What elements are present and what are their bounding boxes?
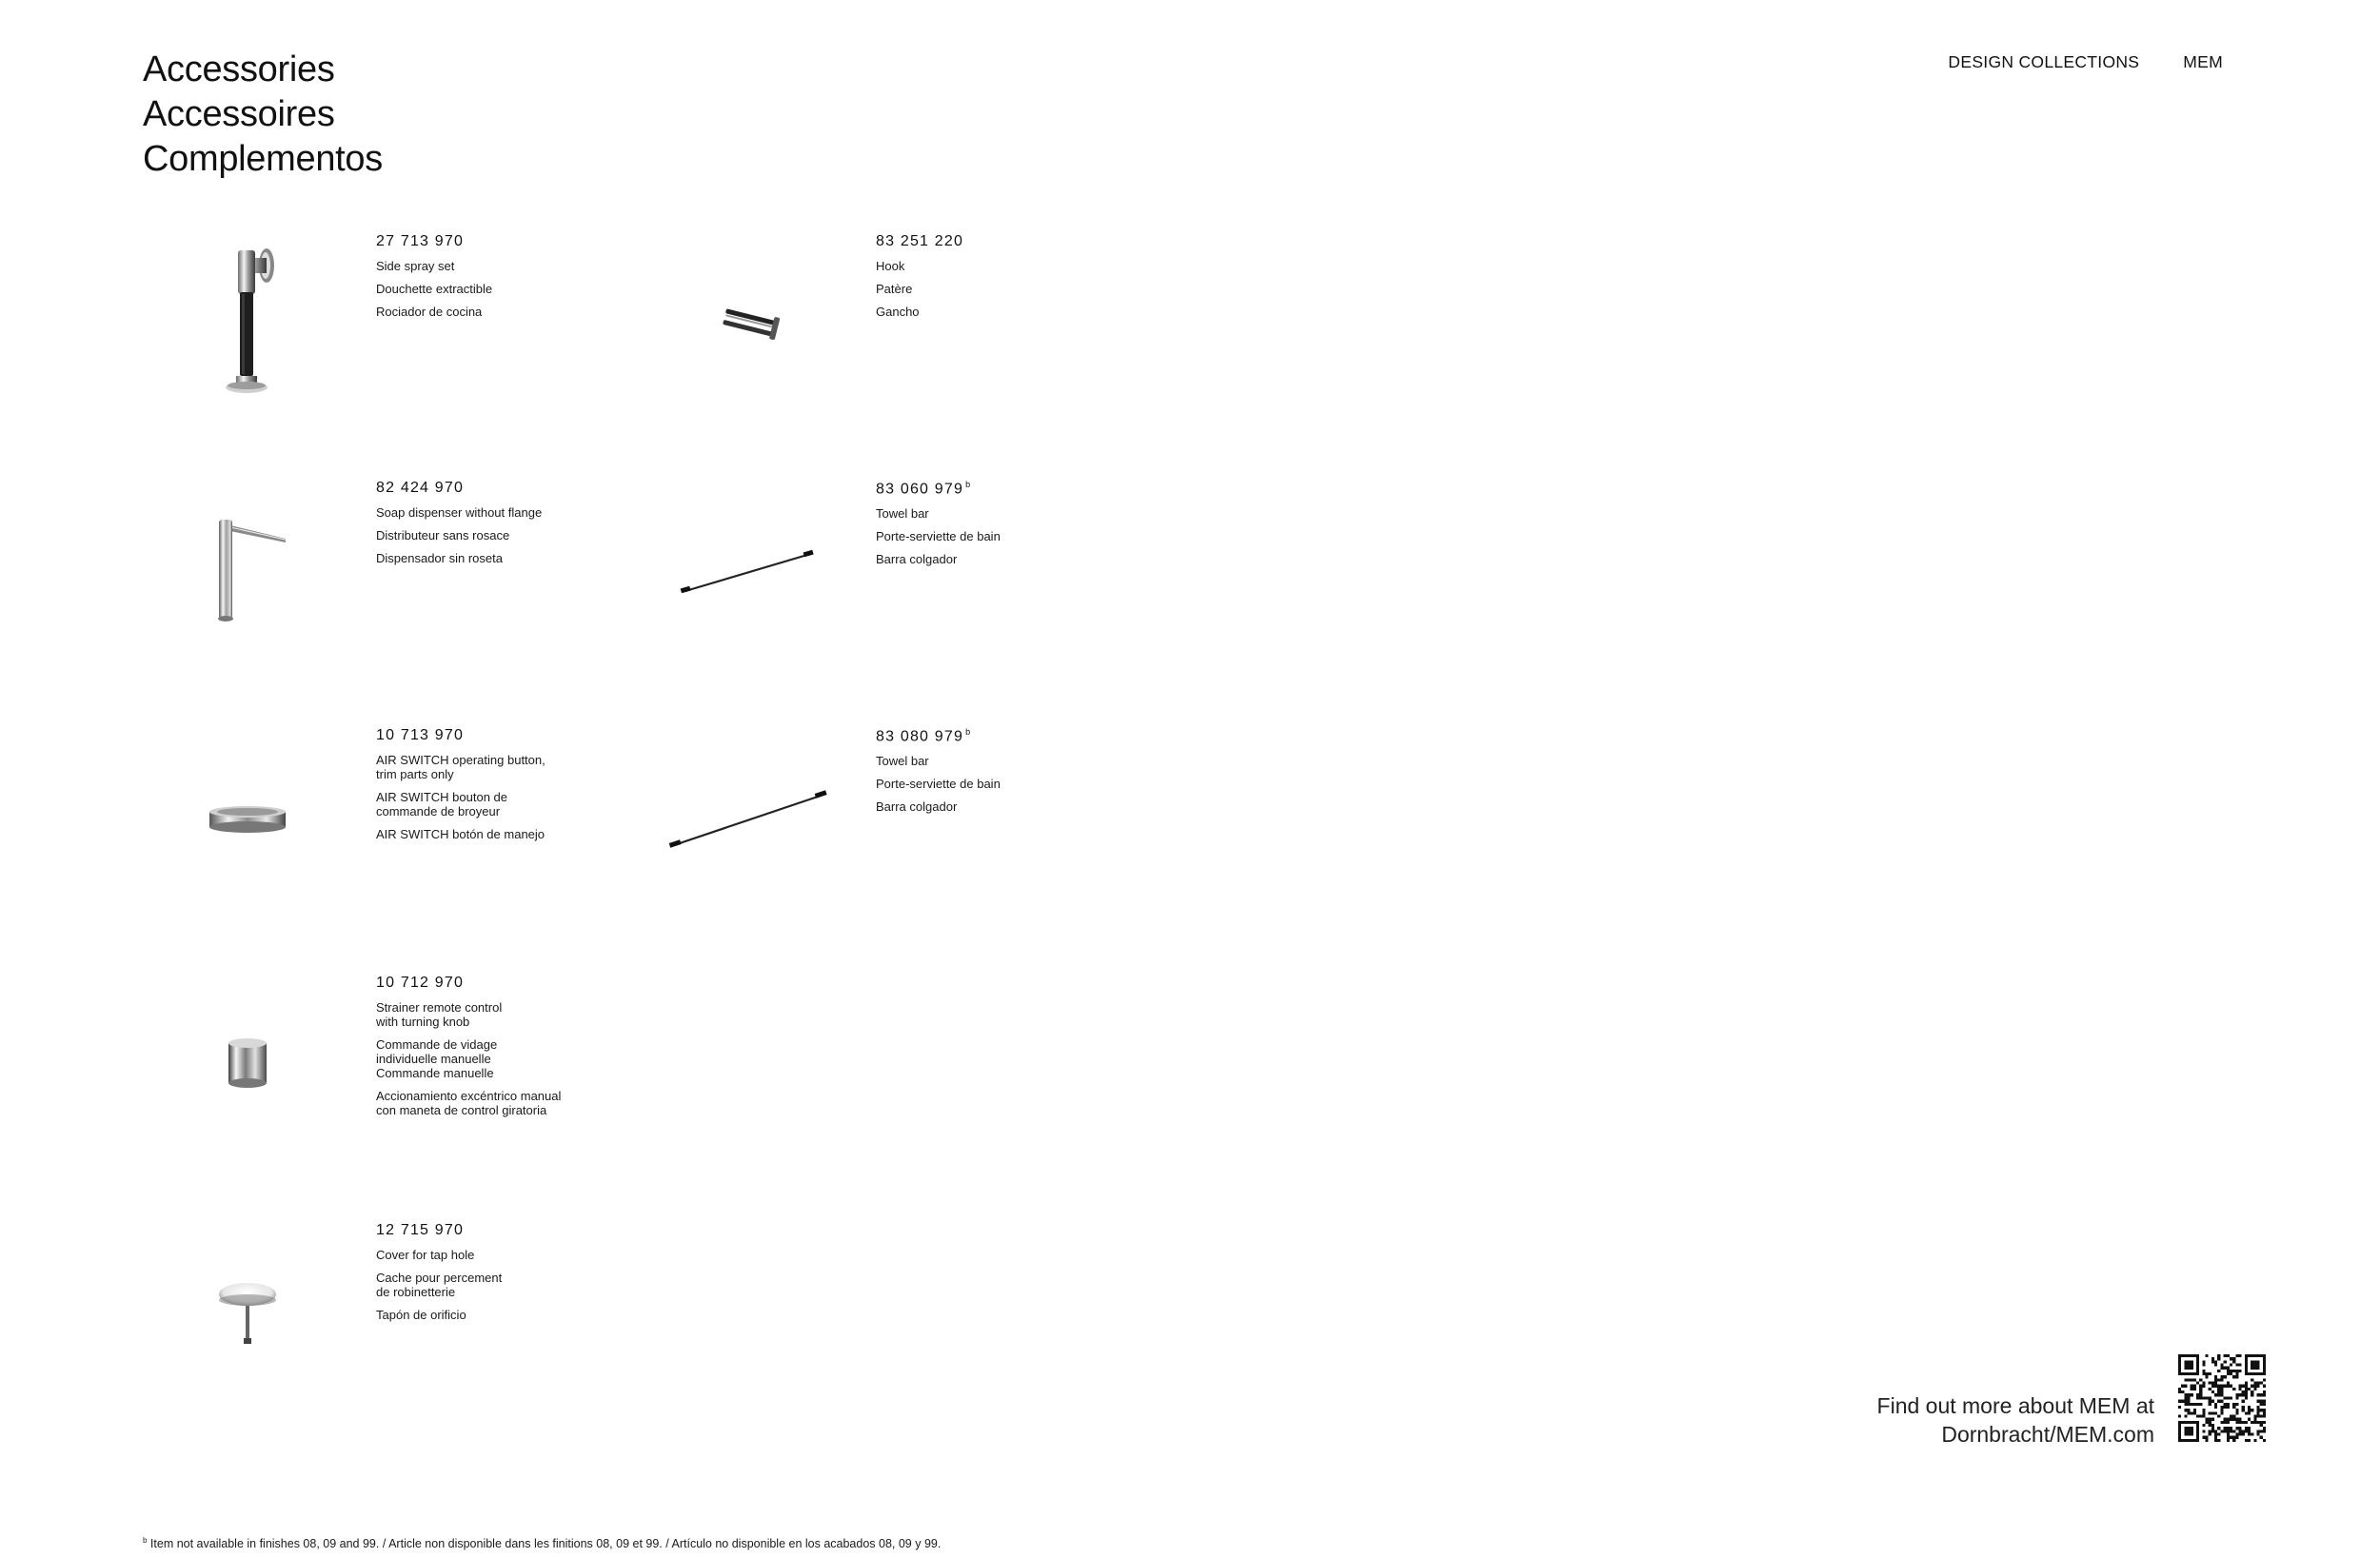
description-english: Towel bar (876, 506, 929, 522)
footnote (143, 1536, 941, 1550)
description-spanish: Barra colgador (876, 552, 958, 567)
description-french: Douchette extractible (376, 282, 493, 296)
page-title (143, 48, 383, 182)
find-more-line-1: Find out more about MEM at (1876, 1393, 2154, 1418)
hook-icon (666, 233, 828, 414)
description-spanish: Dispensador sin roseta (376, 551, 503, 565)
nav-design-collections[interactable]: DESIGN COLLECTIONS (1948, 52, 2140, 71)
description-french: Cache pour percement de robinetterie (376, 1271, 503, 1299)
air-switch-button-icon (167, 727, 328, 908)
description-english: Soap dispenser without flange (376, 505, 543, 520)
soap-dispenser-icon (167, 480, 328, 661)
description-french: Porte-serviette de bain (876, 529, 1001, 544)
description-english: Towel bar (876, 754, 929, 769)
footnote-mark: b (965, 480, 971, 489)
description-spanish: Gancho (876, 305, 920, 319)
product-info (376, 1222, 624, 1331)
product-info (876, 727, 1123, 822)
title-french: Accessoires (143, 94, 335, 134)
product-info (876, 480, 1123, 575)
description-french: Commande de vidage individuelle manuelle Commande manuelle (376, 1037, 498, 1080)
description-spanish: Rociador de cocina (376, 305, 483, 319)
product-code: 83 060 979 $^b$ (876, 480, 971, 498)
description-spanish: Tapón de orificio (376, 1308, 466, 1322)
description-english: Strainer remote control with turning knob (376, 1000, 503, 1029)
nav-mem[interactable]: MEM (2183, 52, 2223, 71)
title-spanish: Complementos (143, 139, 383, 179)
footnote-mark: b (965, 727, 971, 737)
product-info (376, 727, 624, 850)
description-french: Porte-serviette de bain (876, 777, 1001, 792)
title-english: Accessories (143, 49, 335, 89)
product-code: 12 715 970 (376, 1222, 465, 1238)
description-french: Distributeur sans rosace (376, 528, 510, 542)
product-info (376, 480, 624, 574)
description-spanish: Barra colgador (876, 799, 958, 815)
product-info (376, 975, 624, 1126)
description-english: AIR SWITCH operating button, trim parts only (376, 753, 545, 781)
product-code: 10 712 970 (376, 975, 465, 991)
find-more-link[interactable]: Dornbracht/MEM.com (1941, 1422, 2154, 1447)
product-info (876, 233, 1123, 327)
side-spray-icon (167, 233, 328, 414)
footnote-text: Item not available in finishes 08, 09 and 99. / Article non disponible dans les finitions 08, 09 et 99. / Artículo no disponible en los acabados 08, 09 y 99. (147, 1537, 942, 1551)
description-english: Side spray set (376, 259, 455, 273)
product-code: 83 251 220 (876, 233, 964, 249)
qr-code-icon[interactable] (2178, 1354, 2266, 1442)
description-spanish: Accionamiento excéntrico manual con maneta de control giratoria (376, 1089, 562, 1117)
description-english: Cover for tap hole (376, 1248, 475, 1262)
product-code: 82 424 970 (376, 480, 465, 496)
find-more-text (1877, 1391, 2154, 1449)
strainer-knob-icon (167, 975, 328, 1155)
towel-bar-short-icon (666, 480, 828, 661)
top-navigation (1948, 52, 2223, 72)
product-code: 27 713 970 (376, 233, 465, 249)
tap-hole-cover-icon (167, 1222, 328, 1403)
description-english: Hook (876, 259, 905, 273)
description-french: Patère (876, 282, 913, 296)
footnote-mark: b (143, 1536, 148, 1545)
description-spanish: AIR SWITCH botón de manejo (376, 827, 545, 841)
description-french: AIR SWITCH bouton de commande de broyeur (376, 790, 507, 818)
product-code: 10 713 970 (376, 727, 465, 743)
towel-bar-long-icon (666, 727, 828, 908)
product-info (376, 233, 624, 327)
product-code: 83 080 979 $^b$ (876, 727, 971, 745)
